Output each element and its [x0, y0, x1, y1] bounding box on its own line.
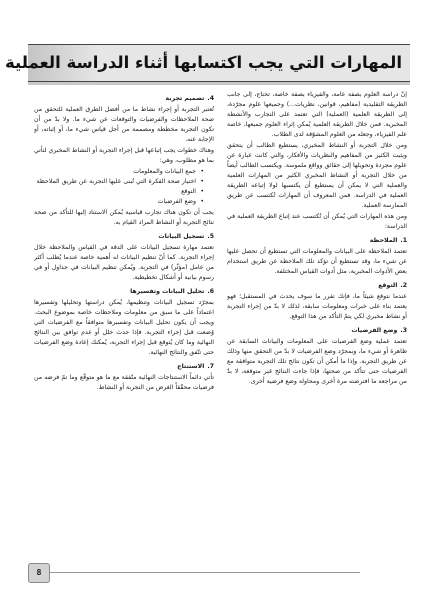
section-title: وضع الفرضيات [351, 327, 398, 334]
section-heading-conclusion [34, 362, 214, 372]
left-column [34, 90, 214, 565]
page-title: المهارات التي يجب اكتسابها أثناء الدراسة العملية [5, 53, 402, 72]
section-heading-hypotheses [227, 326, 407, 336]
section-body-conclusion: تأتي دائماً الاستنتاجات النهائية متّفقة مع ما هو متوقّع وما تمّ فرضه من فرضيات محقّقاً الغرض من التجربة أو النشاط. [34, 374, 214, 391]
intro-paragraph-3: ومن هذه المهارات التي يُمكن أن تُكتسب عند إتباع الطريقة العملية في الدراسة: [227, 213, 407, 230]
section-title: الاستنتاج [177, 363, 205, 370]
section-body-observation: تعتمد الملاحظة على البيانات والمعلومات التي تستطيع أن تحصل عليها عن شيء ما، وقد تستطيع أن تؤكد تلك الملاحظة عن طريق استخدام بعض الأدوات المخبرية، مثل أدوات القياس المختلفة. [227, 248, 407, 275]
section-body-recording-data: تعتمد مهارة تسجيل البيانات على الدقة في القياس والملاحظة خلال إجراء التجربة. كما أنّ تنظيم البيانات له أهمية خاصة عندما يُطلب أكثر من عامل (مؤثّر) في التجربة. ويُمكن تنظيم البيانات في جداول أو في رسوم بيانية أو أشكال تخطيطية. [34, 244, 214, 281]
intro-paragraph-2: ومن خلال التجربة أو النشاط المخبري، يستطيع الطالب أن يتحقق ويثبت الكثير من المفاهيم والنظريات والأفكار، والتي كانت عبارة عن علوم مجردة وتحويلها إلى حقائق وواقع ملموسة. ويكتسب الطالب أيضاً من خلال التجربة أو النشاط المخبري الكثير من المهارات العلمية والعملية التي لا يمكن أن يستطيع أن يكتسبها لولا إتباعه الطريقة العملية في الدراسة. فمن المعروف أن المهارات تُكتسب عن طريق الممارسة العملية. [227, 142, 407, 209]
section-number: 7. [207, 363, 214, 370]
section-body-experiment-design: تُعتبر التجربة أو إجراء نشاط ما من أفضل الطرق العملية للتحقق من صحة الملاحظات والفرضيات والتوقعات عن شيء ما. ولا بدّ من أن تكون التجربة مخططة ومصممة من أجل قياس شيء ما، أو إثباته، أو الإجابة عنه. [34, 106, 214, 143]
section-title: التوقع [378, 282, 398, 289]
section-number: 5. [207, 233, 214, 240]
section-title: تحليل البيانات وتفسيرها [130, 288, 205, 295]
steps-intro: وهناك خطوات يجب إتباعها قبل إجراء التجربة أو النشاط المخبري لتأتي بما هو مطلوب، وهي: [34, 147, 214, 164]
section-title: تسجيل البيانات [158, 233, 205, 240]
section-number: 6. [207, 288, 214, 295]
section-number: 3. [400, 327, 407, 334]
section-title: تصميم تجربة [165, 95, 205, 102]
right-column [227, 90, 407, 565]
section-number: 1. [400, 237, 407, 244]
section-heading-observation [227, 236, 407, 246]
steps-tail: يجب أن تكون هناك تجارب قياسية يُمكن الاستناد إليها للتأكد من صحة نتائج التجربة أو النشاط المراد القيام به. [34, 209, 214, 226]
section-title: الملاحظة [369, 237, 398, 244]
section-heading-prediction [227, 281, 407, 291]
list-item: • اختيار صحة الفكرة التي تُبنى عليها التجربة عن طريق الملاحظة [34, 177, 204, 187]
title-banner [5, 44, 410, 82]
list-item: • التوقع [34, 187, 204, 197]
section-body-hypotheses: تعتمد عملية وضع الفرضيات على المعلومات والبيانات السابقة عن ظاهرة أو شيء ما، وبمجرّد وضع الفرضيات لا بدّ من التحقق منها وذلك عن طريق التجربة. وإذا ما أمكن أن تكون نتائج تلك التجربة متوافقة مع الفرضيات حتى تتأكد من صحتها، فإذا جاءت النتائج غير متوقعة، لا بدّ من مراجعة ما افترضته مرة أخرى ومحاولة وضع فرضية أخرى. [227, 338, 407, 385]
section-heading-recording-data [34, 232, 214, 242]
list-item: • وضع الفرضيات [34, 197, 204, 207]
list-item: • جمع البيانات والمعلومات [34, 167, 204, 177]
section-number: 2. [400, 282, 407, 289]
section-heading-experiment-design [34, 94, 214, 104]
intro-paragraph-1: إنّ دراسة العلوم بصفة عامة، والفيزياء بصفة خاصة، تحتاج، إلى جانب الطريقة التقليدية (مفاهيم، قوانين، نظريات...) وجميعها علوم مجرّدة، إلى الطريقة العلمية (العملية) التي تعتمد على التجارب والأنشطة المخبرية. فمن خلال الطريقة العلمية يُمكن إثراء العلوم جميعها، خاصة علم الفيزياء، وجعله من العلوم المشوّقة لدى الطلاب. [227, 91, 407, 138]
section-heading-data-analysis [34, 287, 214, 297]
section-body-data-analysis: بمجرّد تسجيل البيانات وتنظيمها، يُمكن دراستها وتحليلها وتفسيرها اعتماداً على ما سبق من معلومات وملاحظات خاصة بموضوع البحث. ويجب أن يكون تحليل البيانات وتفسيرها متوافقاً مع الفرضيات التي وُضعت قبل إجراء التجربة. فإذا حدث خلل أو عدم توافق بين النتائج النهائية وما كان يُتوقع قبل إجراء التجربة، يُمكنك إعادة وضع الفرضيات حتى تتّفق والنتائج النهائية. [34, 299, 214, 356]
section-body-prediction: عندما نتوقع شيئاً ما، فإنك تقرر ما سوف يحدث في المستقبل؛ فهو يعتمد بناء على خبرات ومعلومات سابقة، لذلك لا بدّ من إجراء التجربة أو نشاط مخبري لكي يتمّ التأكد من هذا التوقع. [227, 293, 407, 320]
page-number-badge: 8 [28, 563, 50, 583]
footer-divider [40, 572, 360, 573]
steps-list [34, 167, 214, 207]
section-number: 4. [207, 95, 214, 102]
